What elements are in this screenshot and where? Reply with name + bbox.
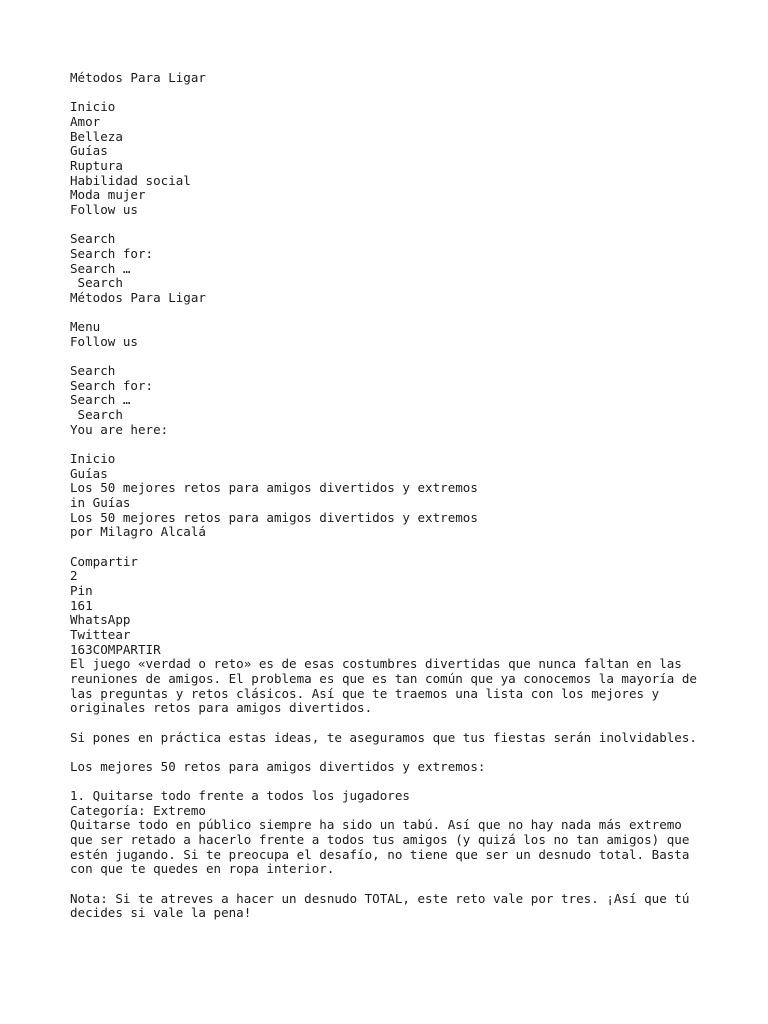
nav-item-moda-mujer[interactable]: Moda mujer (70, 187, 146, 203)
share-total-count: 163COMPARTIR (70, 641, 161, 657)
follow-us-link[interactable]: Follow us (70, 333, 138, 349)
nav-item-habilidad-social[interactable]: Habilidad social (70, 172, 191, 188)
reto-1-body-line: estén jugando. Si te preocupa el desafío, no tiene que ser un desnudo total. Basta (70, 846, 690, 862)
reto-1-category: Categoría: Extremo (70, 802, 206, 818)
blank-line (70, 745, 697, 760)
article-promise-line: Si pones en práctica estas ideas, te aseguramos que tus fiestas serán inolvidables. (70, 729, 697, 745)
article-intro-line: originales retos para amigos divertidos. (70, 700, 373, 716)
article-intro-line: El juego «verdad o reto» es de esas costumbres divertidas que nunca faltan en las (70, 656, 682, 672)
search-for-label: Search for: (70, 245, 154, 261)
blank-line (70, 218, 697, 233)
breadcrumb-category[interactable]: Guías (70, 465, 108, 481)
nav-item-amor[interactable]: Amor (70, 113, 101, 129)
reto-1-body-line: Quitarse todo en público siempre ha sido un tabú. Así que no hay nada más extremo (70, 817, 682, 833)
post-category-link[interactable]: in Guías (70, 495, 131, 511)
blank-line (70, 775, 697, 790)
blank-line (70, 86, 697, 101)
share-pinterest-button[interactable]: Pin (70, 582, 93, 598)
blank-line (70, 877, 697, 892)
blank-line (70, 306, 697, 321)
search-input[interactable]: Search … (70, 260, 131, 276)
article-intro-line: reuniones de amigos. El problema es que es tan común que ya conocemos la mayoría de (70, 670, 697, 686)
blank-line (70, 437, 697, 452)
you-are-here-label: You are here: (70, 421, 169, 437)
blank-line (70, 716, 697, 731)
breadcrumb-current: Los 50 mejores retos para amigos divertidos y extremos (70, 480, 478, 496)
nav-item-belleza[interactable]: Belleza (70, 128, 123, 144)
blank-line (70, 349, 697, 364)
nav-item-inicio[interactable]: Inicio (70, 99, 116, 115)
search-submit-button-mobile[interactable]: Search (70, 407, 123, 423)
share-twitter-button[interactable]: Twittear (70, 626, 131, 642)
share-facebook-button[interactable]: Compartir (70, 553, 138, 569)
page-text (70, 71, 697, 921)
nav-item-follow-us[interactable]: Follow us (70, 201, 138, 217)
reto-1-body-line: que ser retado a hacerlo frente a todos tus amigos (y quizá los no tan amigos) que (70, 832, 690, 848)
reto-1-body-line: con que te quedes en ropa interior. (70, 861, 335, 877)
post-title: Los 50 mejores retos para amigos divertidos y extremos (70, 509, 478, 525)
reto-1-note-line: decides si vale la pena! (70, 905, 252, 921)
list-heading: Los mejores 50 retos para amigos divertidos y extremos: (70, 758, 486, 774)
article-intro-line: las preguntas y retos clásicos. Así que te traemos una lista con los mejores y (70, 685, 660, 701)
search-input-mobile[interactable]: Search … (70, 392, 131, 408)
reto-1-note-line: Nota: Si te atreves a hacer un desnudo TOTAL, este reto vale por tres. ¡Así que tú (70, 890, 690, 906)
search-for-label-mobile: Search for: (70, 377, 154, 393)
search-submit-button[interactable]: Search (70, 275, 123, 291)
post-byline[interactable]: por Milagro Alcalá (70, 524, 206, 540)
site-title-link-secondary[interactable]: Métodos Para Ligar (70, 289, 206, 305)
menu-toggle[interactable]: Menu (70, 319, 101, 335)
search-toggle[interactable]: Search (70, 231, 116, 247)
share-facebook-count: 2 (70, 568, 78, 584)
share-whatsapp-button[interactable]: WhatsApp (70, 612, 131, 628)
nav-item-ruptura[interactable]: Ruptura (70, 157, 123, 173)
reto-1-title: 1. Quitarse todo frente a todos los jugadores (70, 788, 410, 804)
blank-line (70, 540, 697, 555)
share-pinterest-count: 161 (70, 597, 93, 613)
nav-item-guias[interactable]: Guías (70, 143, 108, 159)
breadcrumb-home[interactable]: Inicio (70, 451, 116, 467)
site-title-link[interactable]: Métodos Para Ligar (70, 70, 206, 85)
search-toggle-mobile[interactable]: Search (70, 363, 116, 379)
